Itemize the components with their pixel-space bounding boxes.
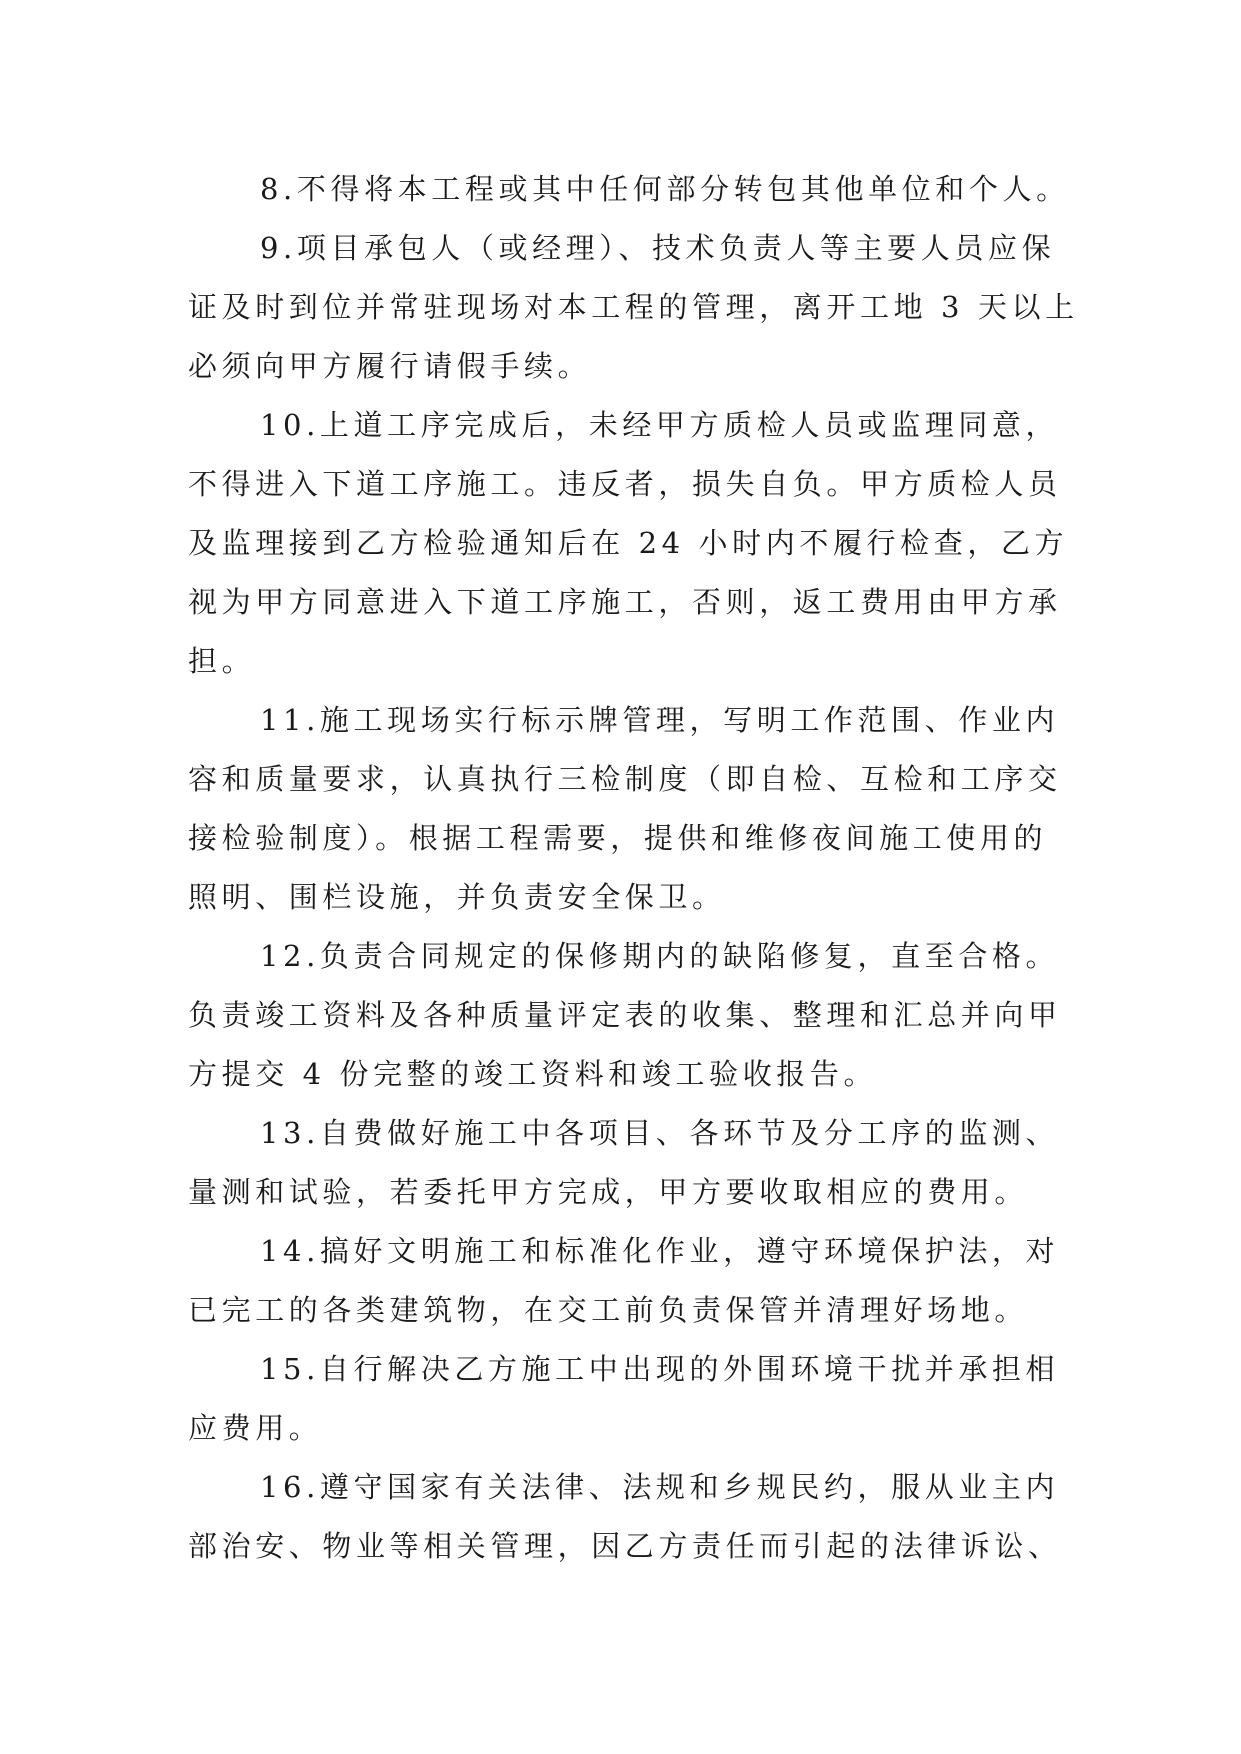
text-line: 14.搞好文明施工和标准化作业，遵守环境保护法，对 [260, 1234, 1060, 1268]
paragraph-item-14 [188, 1222, 1058, 1340]
paragraph-item-11 [188, 691, 1062, 927]
text-line: 部治安、物业等相关管理，因乙方责任而引起的法律诉讼、 [188, 1529, 1062, 1563]
text-line: 容和质量要求，认真执行三检制度（即自检、互检和工序交 [188, 762, 1062, 796]
text-line: 已完工的各类建筑物，在交工前负责保管并清理好场地。 [188, 1293, 1029, 1327]
text-line: 应费用。 [188, 1411, 323, 1445]
text-line: 视为甲方同意进入下道工序施工，否则，返工费用由甲方承 [188, 585, 1062, 619]
text-line: 15.自行解决乙方施工中出现的外围环境干扰并承担相 [260, 1352, 1060, 1386]
paragraph-item-15 [188, 1340, 1058, 1458]
text-line: 担。 [188, 644, 256, 678]
text-line: 8.不得将本工程或其中任何部分转包其他单位和个人。 [260, 172, 1070, 206]
text-line: 10.上道工序完成后，未经甲方质检人员或监理同意， [260, 408, 1060, 442]
text-line: 照明、围栏设施，并负责安全保卫。 [188, 880, 726, 914]
paragraph-item-10 [188, 396, 1069, 691]
text-line: 量测和试验，若委托甲方完成，甲方要收取相应的费用。 [188, 1175, 1029, 1209]
document-body [188, 160, 1079, 1576]
text-line: 16.遵守国家有关法律、法规和乡规民约，服从业主内 [260, 1470, 1060, 1504]
text-line: 13.自费做好施工中各项目、各环节及分工序的监测、 [260, 1116, 1060, 1150]
paragraph-item-16 [188, 1458, 1062, 1576]
paragraph-item-8 [188, 160, 1070, 219]
text-line: 方提交 4 份完整的竣工资料和竣工验收报告。 [188, 1057, 878, 1091]
text-line: 9.项目承包人（或经理）、技术负责人等主要人员应保 [260, 231, 1056, 265]
text-line: 11.施工现场实行标示牌管理，写明工作范围、作业内 [260, 703, 1060, 737]
text-line: 证及时到位并常驻现场对本工程的管理，离开工地 3 天以上 [188, 290, 1079, 324]
text-line: 必须向甲方履行请假手续。 [188, 349, 592, 383]
text-line: 及监理接到乙方检验通知后在 24 小时内不履行检查，乙方 [188, 526, 1069, 560]
paragraph-item-9 [188, 219, 1079, 396]
paragraph-item-12 [188, 927, 1062, 1104]
text-line: 负责竣工资料及各种质量评定表的收集、整理和汇总并向甲 [188, 998, 1062, 1032]
paragraph-item-13 [188, 1104, 1058, 1222]
text-line: 不得进入下道工序施工。违反者，损失自负。甲方质检人员 [188, 467, 1062, 501]
text-line: 接检验制度）。根据工程需要，提供和维修夜间施工使用的 [188, 821, 1048, 855]
text-line: 12.负责合同规定的保修期内的缺陷修复，直至合格。 [260, 939, 1060, 973]
